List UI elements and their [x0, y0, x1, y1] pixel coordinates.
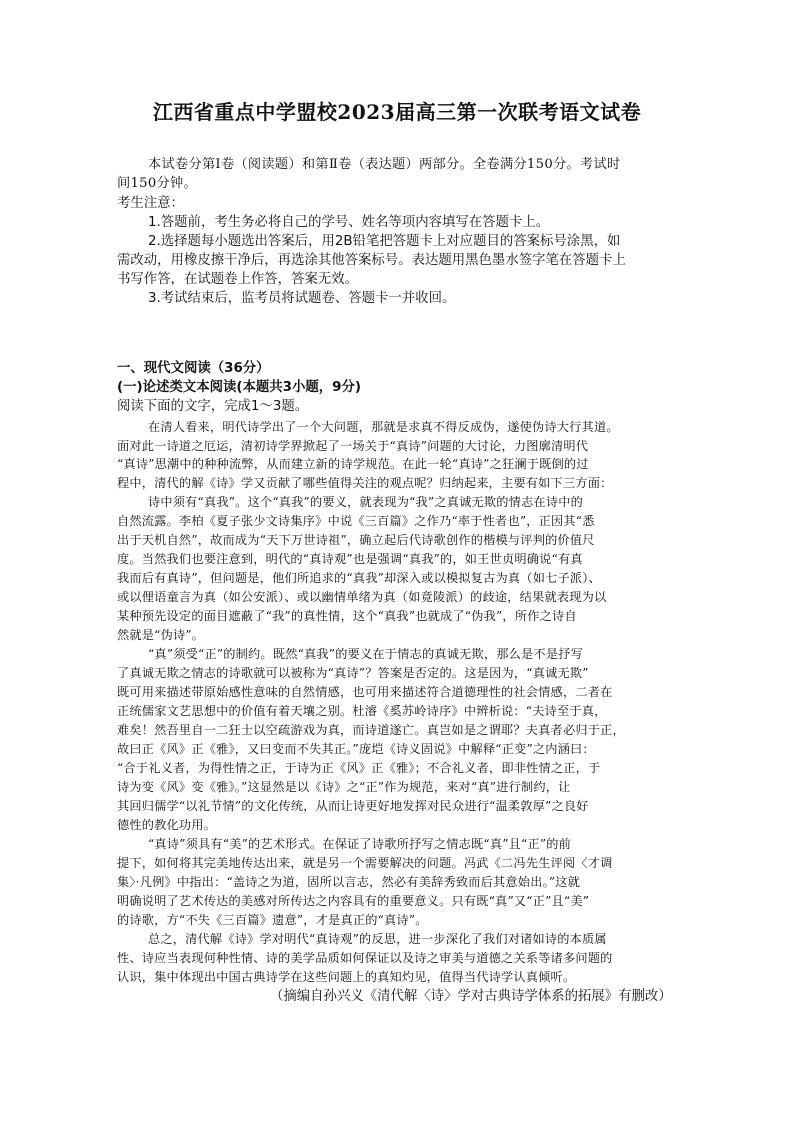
notice-heading: 考生注意：	[117, 196, 184, 211]
notice-2: 2.选择题每小题选出答案后，用2B铅笔把答题卡上对应题目的答案标号涂黑，如	[148, 234, 621, 249]
intro-line-2: 间150分钟。	[117, 176, 198, 191]
passage-line: 然就是“伪诗”。	[117, 628, 205, 642]
passage-line: 的诗歌，方“不失《三百篇》遗意”，才是真正的“真诗”。	[117, 913, 428, 927]
passage-line: “真诗”须具有“美”的艺术形式。在保证了诗歌所抒写之情志既“真”且“正”的前	[148, 837, 572, 851]
passage-line: 自然流露。李柏《夏子张少文诗集序》中说《三百篇》之作乃“率于性者也”，正因其“悉	[117, 514, 595, 528]
passage-line: 认识，集中体现出中国古典诗学在这些问题上的真知灼见，值得当代诗学认真倾听。	[117, 970, 576, 984]
notice-1: 1.答题前，考生务必将自己的学号、姓名等项内容填写在答题卡上。	[148, 215, 550, 230]
passage-line: 诗中须有“真我”。这个“真我”的要义，就表现为“我”之真诚无欺的情志在诗中的	[148, 495, 583, 509]
passage-line: 度。当然我们也要注意到，明代的“真诗观”也是强调“真我”的，如王世贞明确说“有真	[117, 552, 583, 566]
passage-line: 我而后有真诗”，但问题是，他们所追求的“真我”却深入或以模拟复古为真（如七子派）、	[117, 571, 601, 585]
passage-line: 故曰正《风》正《雅》，又曰变而不失其正。”庞垲《诗义固说》中解释“正变”之内涵曰：	[117, 742, 595, 756]
passage-line: “真诗”思潮中的种种流弊，从而建立新的诗学规范。在此一轮“真诗”之狂澜于既倒的过	[117, 457, 589, 471]
passage-line: 了真诚无欺之情志的诗歌就可以被称为“真诗”？答案是否定的。这是因为，“真诚无欺”	[117, 666, 589, 680]
reading-instruction: 阅读下面的文字，完成1～3题。	[117, 399, 309, 414]
subsection-heading: (一)论述类文本阅读(本题共3小题，9分)	[117, 380, 361, 395]
passage-line: 提下，如何将其完美地传达出来，就是另一个需要解决的问题。冯武《二冯先生评阅〈才调	[117, 856, 613, 870]
passage-line: 难矣！然吾里自一二狂士以空疏游戏为真，而诗道遂亡。真岂如是之谓耶？夫真者必归于正，	[117, 723, 625, 737]
passage-line: 诗为变《风》变《雅》。”这显然是以《诗》之“正”作为规范，来对“真”进行制约，让	[117, 780, 571, 794]
passage-line: 总之，清代解《诗》学对明代“真诗观”的反思，进一步深化了我们对诸如诗的本质属	[148, 932, 607, 946]
passage-line: 在清人看来，明代诗学出了一个大问题，那就是求真不得反成伪，遂使伪诗大行其道。	[148, 420, 619, 434]
passage-line: 程中，清代的解《诗》学又贡献了哪些值得关注的观点呢？归纳起来，主要有如下三方面：	[117, 476, 613, 490]
passage-line: 德性的教化功用。	[117, 818, 217, 832]
passage-line: “合于礼义者，为得性情之正，于诗为正《风》正《雅》；不合礼义者，即非性情之正，于	[117, 761, 601, 775]
passage-line: 性、诗应当表现何种性情、诗的美学品质如何保证以及诗之审美与道德之关系等诸多问题的	[117, 951, 613, 965]
passage-line: “真”须受“正”的制约。既然“真我”的要义在于情志的真诚无欺，那么是不是抒写	[148, 647, 583, 661]
passage-line: 既可用来描述带原始感性意味的自然情感，也可用来描述符合道德理性的社会情感，二者在	[117, 685, 613, 699]
passage-line: 出于天机自然”，故而成为“天下万世诗祖”，确立起后代诗歌创作的楷模与评判的价值尺	[117, 533, 595, 547]
passage-line: 明确说明了艺术传达的美感对所传达之内容具有的重要意义。只有既“真”又“正”且“美”	[117, 894, 590, 908]
passage-line: 或以俚语童言为真（如公安派）、或以幽情单绪为真（如竟陵派）的歧途，结果就表现为以	[117, 590, 607, 604]
passage-line: 集〉·凡例》中指出：“盖诗之为道，固所以言志，然必有美辞秀致而后其意始出。”这就	[117, 875, 581, 889]
passage-source: （摘编自孙兴义《清代解〈诗〉学对古典诗学体系的拓展》有删改）	[270, 989, 672, 1004]
passage-line: 其回归儒学“以礼节情”的文化传统，从而让诗更好地发挥对民众进行“温柔敦厚”之良好	[117, 799, 589, 813]
notice-2-cont-2: 书写作答，在试题卷上作答，答案无效。	[117, 272, 359, 287]
passage-line: 面对此一诗道之厄运，清初诗学界掀起了一场关于“真诗”问题的大讨论，力图廓清明代	[117, 439, 589, 453]
notice-3: 3.考试结束后，监考员将试题卷、答题卡一并收回。	[148, 291, 456, 306]
intro-line-1: 本试卷分第Ⅰ卷（阅读题）和第Ⅱ卷（表达题）两部分。全卷满分150分。考试时	[148, 157, 621, 172]
passage-line: 正统儒家文艺思想中的价值有着天壤之别。杜濬《奚苏岭诗序》中辨析说：“夫诗至于真，	[117, 704, 607, 718]
section-heading: 一、现代文阅读（36分）	[117, 361, 270, 376]
notice-2-cont-1: 需改动，用橡皮擦干净后，再选涂其他答案标号。表达题用黑色墨水签字笔在答题卡上	[117, 253, 626, 268]
exam-title: 江西省重点中学盟校2023届高三第一次联考语文试卷	[152, 100, 642, 124]
passage-line: 某种预先设定的面目遮蔽了“我”的真性情，这个“真我”也就成了“伪我”，所作之诗自	[117, 609, 577, 623]
